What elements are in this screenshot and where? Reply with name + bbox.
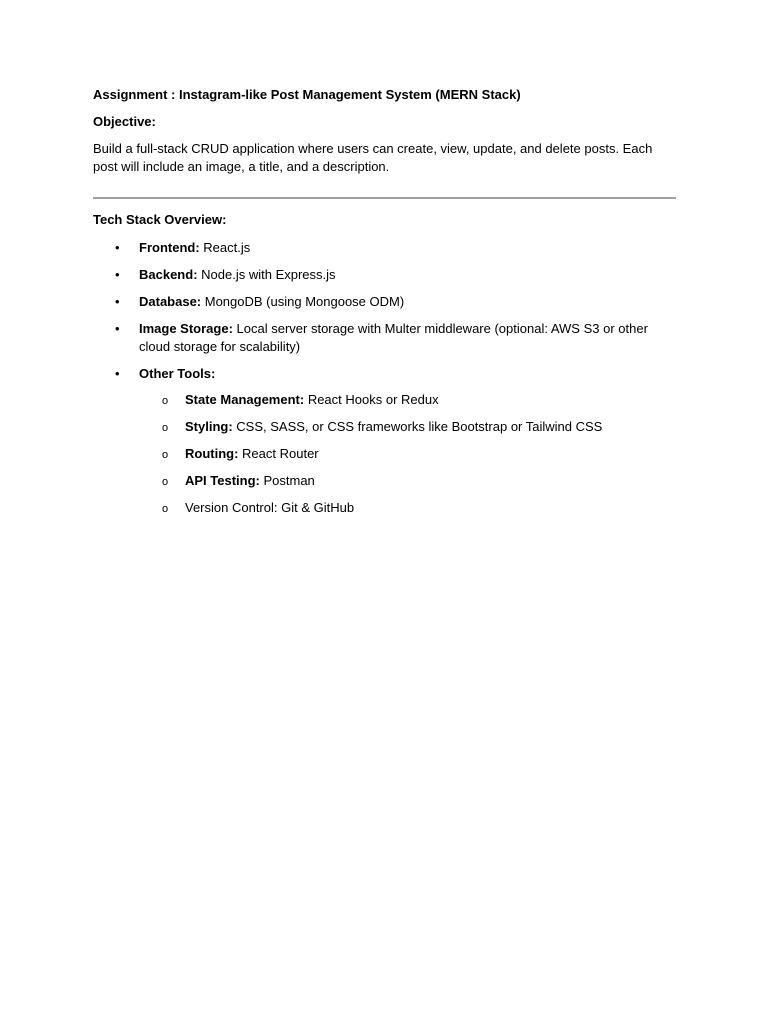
bullet-icon: • (115, 321, 120, 336)
document-title: Assignment : Instagram-like Post Management System (MERN Stack) (93, 87, 521, 102)
list-item-backend (93, 266, 676, 284)
bullet-icon: • (115, 366, 120, 381)
circle-bullet-icon: o (162, 422, 169, 434)
horizontal-rule (93, 197, 676, 199)
item-value: React.js (199, 240, 251, 255)
item-label: Database: (139, 294, 202, 309)
bullet-icon: • (115, 267, 120, 282)
list-item-frontend (93, 239, 676, 257)
sub-item-state-management (139, 391, 676, 409)
circle-bullet-icon: o (162, 449, 169, 461)
objective-heading: Objective: (93, 114, 156, 129)
other-tools-list (139, 391, 676, 517)
sub-item-value: Version Control: Git & GitHub (185, 500, 355, 515)
list-item-image-storage (93, 320, 676, 356)
sub-item-version-control (139, 499, 676, 517)
item-value: Node.js with Express.js (197, 267, 336, 282)
item-label: Backend: (139, 267, 198, 282)
tech-stack-heading: Tech Stack Overview: (93, 212, 227, 227)
objective-text: Build a full-stack CRUD application where users can create, view, update, and delete posts. Each post will include an image, a title, and a description. (93, 141, 653, 174)
list-item-other-tools (93, 365, 676, 517)
item-label: Image Storage: (139, 321, 233, 336)
circle-bullet-icon: o (162, 476, 169, 488)
sub-item-value: React Hooks or Redux (304, 392, 439, 407)
sub-item-styling (139, 418, 676, 436)
item-label: Other Tools: (139, 366, 216, 381)
sub-item-api-testing (139, 472, 676, 490)
circle-bullet-icon: o (162, 503, 169, 515)
item-label: Frontend: (139, 240, 200, 255)
tech-stack-list (93, 239, 676, 517)
list-item-database (93, 293, 676, 311)
sub-item-label: State Management: (185, 392, 305, 407)
sub-item-label: API Testing: (185, 473, 260, 488)
sub-item-value: Postman (259, 473, 315, 488)
sub-item-value: CSS, SASS, or CSS frameworks like Bootstrap or Tailwind CSS (232, 419, 603, 434)
bullet-icon: • (115, 294, 120, 309)
sub-item-label: Routing: (185, 446, 239, 461)
bullet-icon: • (115, 240, 120, 255)
sub-item-routing (139, 445, 676, 463)
sub-item-value: React Router (238, 446, 319, 461)
item-value: MongoDB (using Mongoose ODM) (201, 294, 405, 309)
sub-item-label: Styling: (185, 419, 233, 434)
item-value: Local server storage with Multer middleware (optional: AWS S3 or other cloud storage for scalability) (139, 321, 648, 354)
circle-bullet-icon: o (162, 395, 169, 407)
document-page (93, 86, 676, 526)
